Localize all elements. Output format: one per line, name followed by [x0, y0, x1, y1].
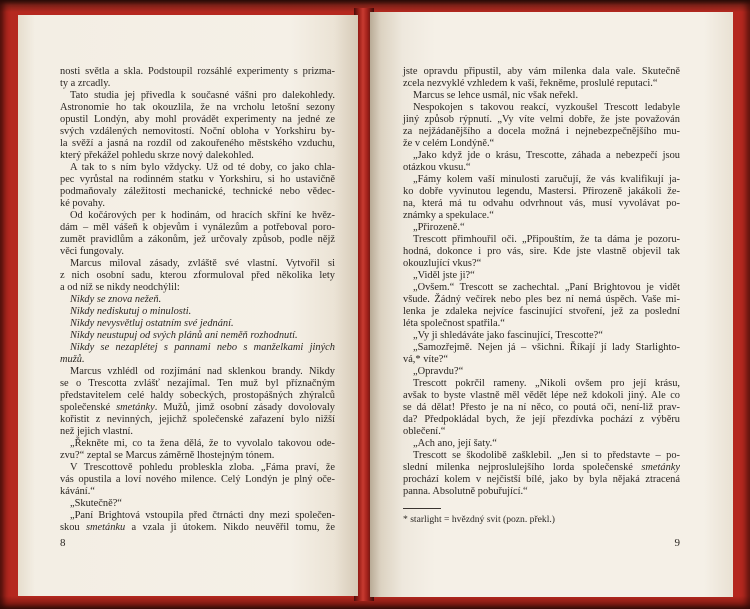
line-text: Nikdy se znova nežeň.	[70, 294, 162, 305]
line-text: opustil Londýn, aby mohl provádět experimenty na jedné ze	[60, 114, 335, 125]
line-text: dám – měl vášeň k objevům i vynálezům a potřeboval poro-	[60, 222, 335, 233]
page-text-block	[60, 66, 335, 534]
line-text: „Jako když jde o krásu, Trescotte, záhada a nebezpečí jsou	[413, 150, 680, 161]
line-text: kořistit z nevinných, jejichž společenské zařazení bylo nižší	[60, 414, 335, 425]
text-line	[60, 78, 335, 90]
text-line	[403, 390, 680, 402]
text-line	[60, 90, 335, 102]
line-text: vás opustila a loví nového milence. Celý Londýn je plný oče-	[60, 474, 335, 485]
text-line	[60, 438, 335, 450]
line-text: A tak to s ním bylo vždycky. Už od té doby, co jako chla-	[70, 162, 335, 173]
line-text: kávání.“	[60, 486, 95, 497]
line-text: Marcus vzhlédl od rozjímání nad sklenkou brandy. Nikdy	[70, 366, 335, 377]
text-line	[403, 462, 680, 474]
line-text: oblečení.“	[403, 426, 446, 437]
line-text: Nikdy neustupuj od svých plánů ani neměň rozhodnutí.	[70, 330, 298, 341]
line-text: zcela nezvyklé vzhledem k vaší, řekněme, proslulé reputaci.“	[403, 78, 658, 89]
line-text: „Přirozeně.“	[413, 222, 465, 233]
text-line	[60, 222, 335, 234]
line-text	[60, 522, 335, 533]
text-line	[60, 510, 335, 522]
line-text: všude. Žádný večírek nebo ples bez ní nemá úspěch. Vaše mi-	[403, 294, 680, 305]
italic-text-segment: smetánky	[641, 462, 680, 473]
line-text: věci fungovaly.	[60, 246, 124, 257]
text-line	[60, 126, 335, 138]
text-line	[403, 126, 680, 138]
text-line	[403, 354, 680, 366]
text-line	[60, 66, 335, 78]
text-line	[403, 342, 680, 354]
line-text: „Ovšem.“ Trescott se zachechtal. „Paní Brightovou je vidět	[413, 282, 680, 293]
text-line	[403, 150, 680, 162]
text-line	[403, 138, 680, 150]
text-line	[403, 318, 680, 330]
line-text: zvu?“ zeptal se Marcus záměrně lhostejným tónem.	[60, 450, 275, 461]
line-text: Marcus se lehce usmál, nic však neřekl.	[413, 90, 579, 101]
text-line	[403, 66, 680, 78]
line-text: prochází kolem v nejčistší bílé, jako by byla nějaká ztracená	[403, 474, 680, 485]
line-text: la svěží a jasná na rozdíl od zakouřeného městského vzduchu,	[60, 138, 335, 149]
line-text: za nejžádanějšího a docela možná i nejnebezpečnějšího mu-	[403, 126, 680, 137]
text-line	[60, 258, 335, 270]
line-text: hodná, dokonce i pro vás, sire. Kde jste vlastně objevil tak	[403, 246, 680, 257]
text-line	[403, 402, 680, 414]
footnote-rule	[403, 508, 441, 509]
left-page	[18, 15, 358, 596]
text-segment: a vzala ji útokem. Nikdo neuvěřil tomu, že	[125, 522, 335, 533]
line-text: „Skutečně?“	[70, 498, 122, 509]
text-line	[60, 282, 335, 294]
text-line	[403, 258, 680, 270]
line-text: „Řekněte mi, co ta žena dělá, že to vyvolalo takovou ode-	[70, 438, 335, 449]
text-line	[403, 210, 680, 222]
line-text: na, která má tu odvahu odvrhnout vás, musí vyvolávat po-	[403, 198, 680, 209]
text-line	[60, 426, 335, 438]
line-text: ké povahy.	[60, 198, 105, 209]
line-text: Trescott pokrčil rameny. „Nikoli ovšem pro její krásu,	[413, 378, 680, 389]
line-text	[60, 402, 335, 413]
text-line	[60, 450, 335, 462]
line-text: léta společnost spatřila.“	[403, 318, 505, 329]
line-text: da? Předpokládal bych, že její přezdívka pochází z výběru	[403, 414, 680, 425]
line-text: ko dobře vyvinutou legendu, Mastersi. Přirozeně jakákoli že-	[403, 186, 680, 197]
line-text: vá,* víte?“	[403, 354, 449, 365]
text-line	[60, 186, 335, 198]
line-text: Astronomie ho tak okouzlila, že na vrcholu letošní sezony	[60, 102, 335, 113]
text-line	[60, 234, 335, 246]
text-line	[60, 354, 335, 366]
text-segment: slední milenka nejproslulejšího lorda společenské	[403, 462, 642, 473]
line-text: že v celém Londýně.“	[403, 138, 495, 149]
text-line	[403, 186, 680, 198]
text-line	[60, 198, 335, 210]
text-line	[403, 270, 680, 282]
text-line	[60, 474, 335, 486]
line-text: Marcus miloval zásady, zvláště své vlastní. Vytvořil si	[70, 258, 335, 269]
text-line	[403, 426, 680, 438]
line-text: „Samozřejmě. Nejen já – všichni. Říkají jí lady Starlighto-	[413, 342, 680, 353]
line-text: „Fámy kolem vaší minulosti zaručují, že vás kvalifikují ja-	[413, 174, 680, 185]
line-text: Nespokojen s takovou reakcí, vyzkoušel Trescott ledabyle	[413, 102, 680, 113]
line-text: V Trescottově pohledu probleskla zloba. „Fáma praví, že	[70, 462, 335, 473]
text-line	[403, 102, 680, 114]
text-line	[60, 342, 335, 354]
text-line	[60, 486, 335, 498]
line-text: mužů.	[60, 354, 85, 365]
text-line	[403, 114, 680, 126]
line-text: Trescott přimhouřil oči. „Připouštím, že ta dáma je pozoru-	[413, 234, 680, 245]
line-text: „Opravdu?“	[413, 366, 464, 377]
italic-text-segment: smetánky	[116, 402, 155, 413]
line-text: představitelem celé haldy sobeckých, prostopášných zhýralců	[60, 390, 335, 401]
line-text: Nikdy nediskutuj o minulosti.	[70, 306, 192, 317]
text-line	[403, 222, 680, 234]
line-text: „Vy ji shledáváte jako fascinující, Trescotte?“	[413, 330, 603, 341]
line-text: pec vyrůstal na rodinném statku v Yorkshiru, si ho ustavičně	[60, 174, 335, 185]
line-text: jiný způsob rýpnutí. „Vy víte velmi dobře, že jste považován	[403, 114, 680, 125]
line-text	[403, 462, 680, 473]
line-text: lenka je zdaleka nejvíce fascinující stvoření, jež za poslední	[403, 306, 680, 317]
text-line	[403, 438, 680, 450]
text-line	[403, 414, 680, 426]
text-line	[60, 462, 335, 474]
text-line	[60, 306, 335, 318]
line-text: z nich osobní sadu, kterou zformuloval před několika lety	[60, 270, 335, 281]
text-line	[403, 330, 680, 342]
text-line	[60, 366, 335, 378]
page-number: 9	[674, 537, 680, 549]
text-line	[60, 102, 335, 114]
line-text: Nikdy se nezaplétej s pannami nebo s manželkami jiných	[70, 342, 335, 353]
line-text: který překážel pohledu skrze nový dalekohled.	[60, 150, 254, 161]
line-text: se dá dělat! Přesto je na ní něco, co poutá oči, není-liž prav-	[403, 402, 680, 413]
text-line	[403, 162, 680, 174]
line-text: otázkou vkusu.“	[403, 162, 471, 173]
text-segment: . Mužů, jimž osobní zásady dovolovaly	[154, 402, 335, 413]
line-text: svých vzdálených nemovitostí. Noční obloha v Yorkshiru by-	[60, 126, 335, 137]
text-line	[60, 174, 335, 186]
line-text: „Paní Brightová vstoupila před čtrnácti dny mezi společen-	[70, 510, 335, 521]
text-line	[60, 210, 335, 222]
text-line	[60, 522, 335, 534]
text-line	[403, 474, 680, 486]
text-line	[403, 282, 680, 294]
text-line	[60, 414, 335, 426]
text-line	[60, 498, 335, 510]
line-text: Tato studia jej přivedla k současné vášni pro dalekohledy.	[70, 90, 335, 101]
line-text: „Viděl jste ji?“	[413, 270, 475, 281]
text-line	[403, 246, 680, 258]
text-line	[60, 330, 335, 342]
line-text: panna. Absolutně pobuřující.“	[403, 486, 528, 497]
text-line	[403, 450, 680, 462]
line-text: nosti světla a skla. Podstoupil rozsáhlé experimenty s prizma-	[60, 66, 335, 77]
text-line	[403, 294, 680, 306]
line-text: ty a zrcadly.	[60, 78, 111, 89]
text-line	[60, 246, 335, 258]
text-line	[60, 294, 335, 306]
line-text: okouzlující vkus?“	[403, 258, 482, 269]
text-line	[403, 90, 680, 102]
text-line	[60, 114, 335, 126]
line-text: zumět pravidlům a zákonům, jež určovaly způsob, podle nějž	[60, 234, 335, 245]
text-line	[403, 78, 680, 90]
page-text-block	[403, 66, 680, 498]
line-text: avšak to byste vlastně měl vědět lépe než kdokoli jiný. Ale co	[403, 390, 680, 401]
text-line	[60, 378, 335, 390]
page-number: 8	[60, 537, 66, 549]
text-line	[403, 234, 680, 246]
line-text: jste opravdu připustil, aby vám milenka dala vale. Skutečně	[403, 66, 680, 77]
text-segment: společenské	[60, 402, 117, 413]
text-line	[60, 162, 335, 174]
text-line	[403, 486, 680, 498]
line-text: Od kočárových per k hodinám, od hracích skříní ke hvěz-	[70, 210, 335, 221]
line-text: než jejich vlastní.	[60, 426, 133, 437]
text-line	[60, 318, 335, 330]
text-line	[60, 402, 335, 414]
text-line	[60, 138, 335, 150]
line-text: a od níž se nikdy neodchýlil:	[60, 282, 180, 293]
text-segment: skou	[60, 522, 86, 533]
line-text: podmaňovaly záležitosti mechanické, technické nebo vědec-	[60, 186, 335, 197]
text-line	[60, 150, 335, 162]
right-page	[370, 12, 733, 597]
line-text: Nikdy nevysvětluj ostatním své jednání.	[70, 318, 234, 329]
line-text: se o Trescotta zvlášť nezajímal. Ten muž byl příznačným	[60, 378, 335, 389]
text-line	[403, 378, 680, 390]
text-line	[403, 366, 680, 378]
italic-text-segment: smetánku	[85, 522, 126, 533]
text-line	[403, 198, 680, 210]
line-text: známky a spekulace.“	[403, 210, 494, 221]
footnote: * starlight = hvězdný svit (pozn. překl.)	[403, 514, 555, 525]
text-line	[403, 306, 680, 318]
text-line	[60, 390, 335, 402]
text-line	[60, 270, 335, 282]
line-text: Trescott se škodolibě zašklebil. „Jen si to představte – po-	[413, 450, 680, 461]
line-text: „Ach ano, její šaty.“	[413, 438, 497, 449]
text-line	[403, 174, 680, 186]
